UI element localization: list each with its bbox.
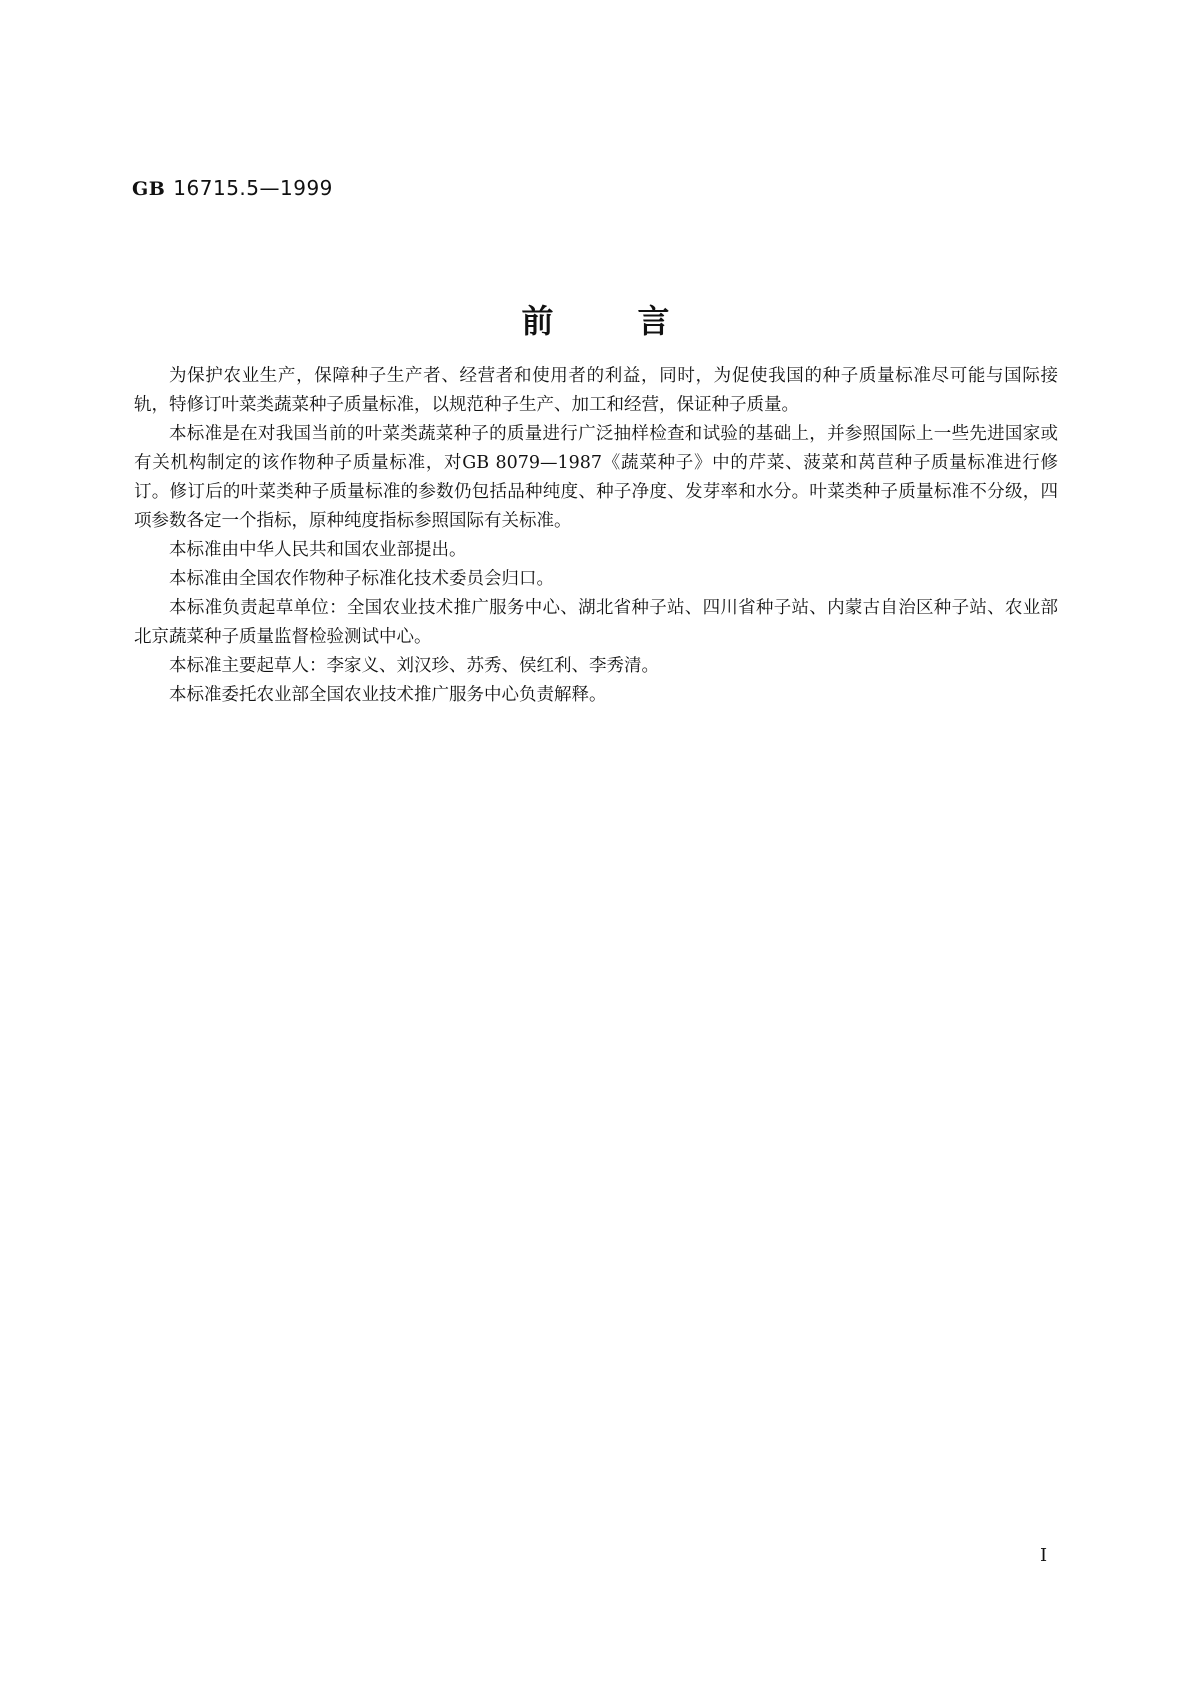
standard-prefix: GB bbox=[132, 178, 166, 200]
standard-code bbox=[132, 176, 333, 200]
paragraph-drafting-units: 本标准负责起草单位：全国农业技术推广服务中心、湖北省种子站、四川省种子站、内蒙古自治区种子站、农业部北京蔬菜种子质量监督检验测试中心。 bbox=[134, 598, 1058, 647]
page-number: I bbox=[1040, 1545, 1048, 1566]
standard-number: 16715.5—1999 bbox=[173, 176, 333, 200]
paragraph-proposer: 本标准由中华人民共和国农业部提出。 bbox=[169, 540, 467, 560]
paragraph-administrator: 本标准由全国农作物种子标准化技术委员会归口。 bbox=[169, 569, 554, 589]
paragraph-purpose: 为保护农业生产，保障种子生产者、经营者和使用者的利益，同时，为促使我国的种子质量标准尽可能与国际接轨，特修订叶菜类蔬菜种子质量标准，以规范种子生产、加工和经营，保证种子质量。 bbox=[134, 366, 1058, 415]
foreword-body bbox=[134, 362, 1058, 710]
page-title: 前言 bbox=[521, 302, 754, 340]
paragraph-basis: 本标准是在对我国当前的叶菜类蔬菜种子的质量进行广泛抽样检查和试验的基础上，并参照国际上一些先进国家或有关机构制定的该作物种子质量标准，对GB 8079—1987《蔬菜种子》中的芹菜、菠菜和莴苣种子质量标准进行修订。修订后的叶菜类种子质量标准的参数仍包括品种纯度、种子净度、发芽率和水分。叶菜类种子质量标准不分级，四项参数各定一个指标，原种纯度指标参照国际有关标准。 bbox=[134, 424, 1058, 531]
paragraph-drafters: 本标准主要起草人：李家义、刘汉珍、苏秀、侯红利、李秀清。 bbox=[169, 656, 659, 676]
paragraph-interpretation: 本标准委托农业部全国农业技术推广服务中心负责解释。 bbox=[169, 685, 607, 705]
